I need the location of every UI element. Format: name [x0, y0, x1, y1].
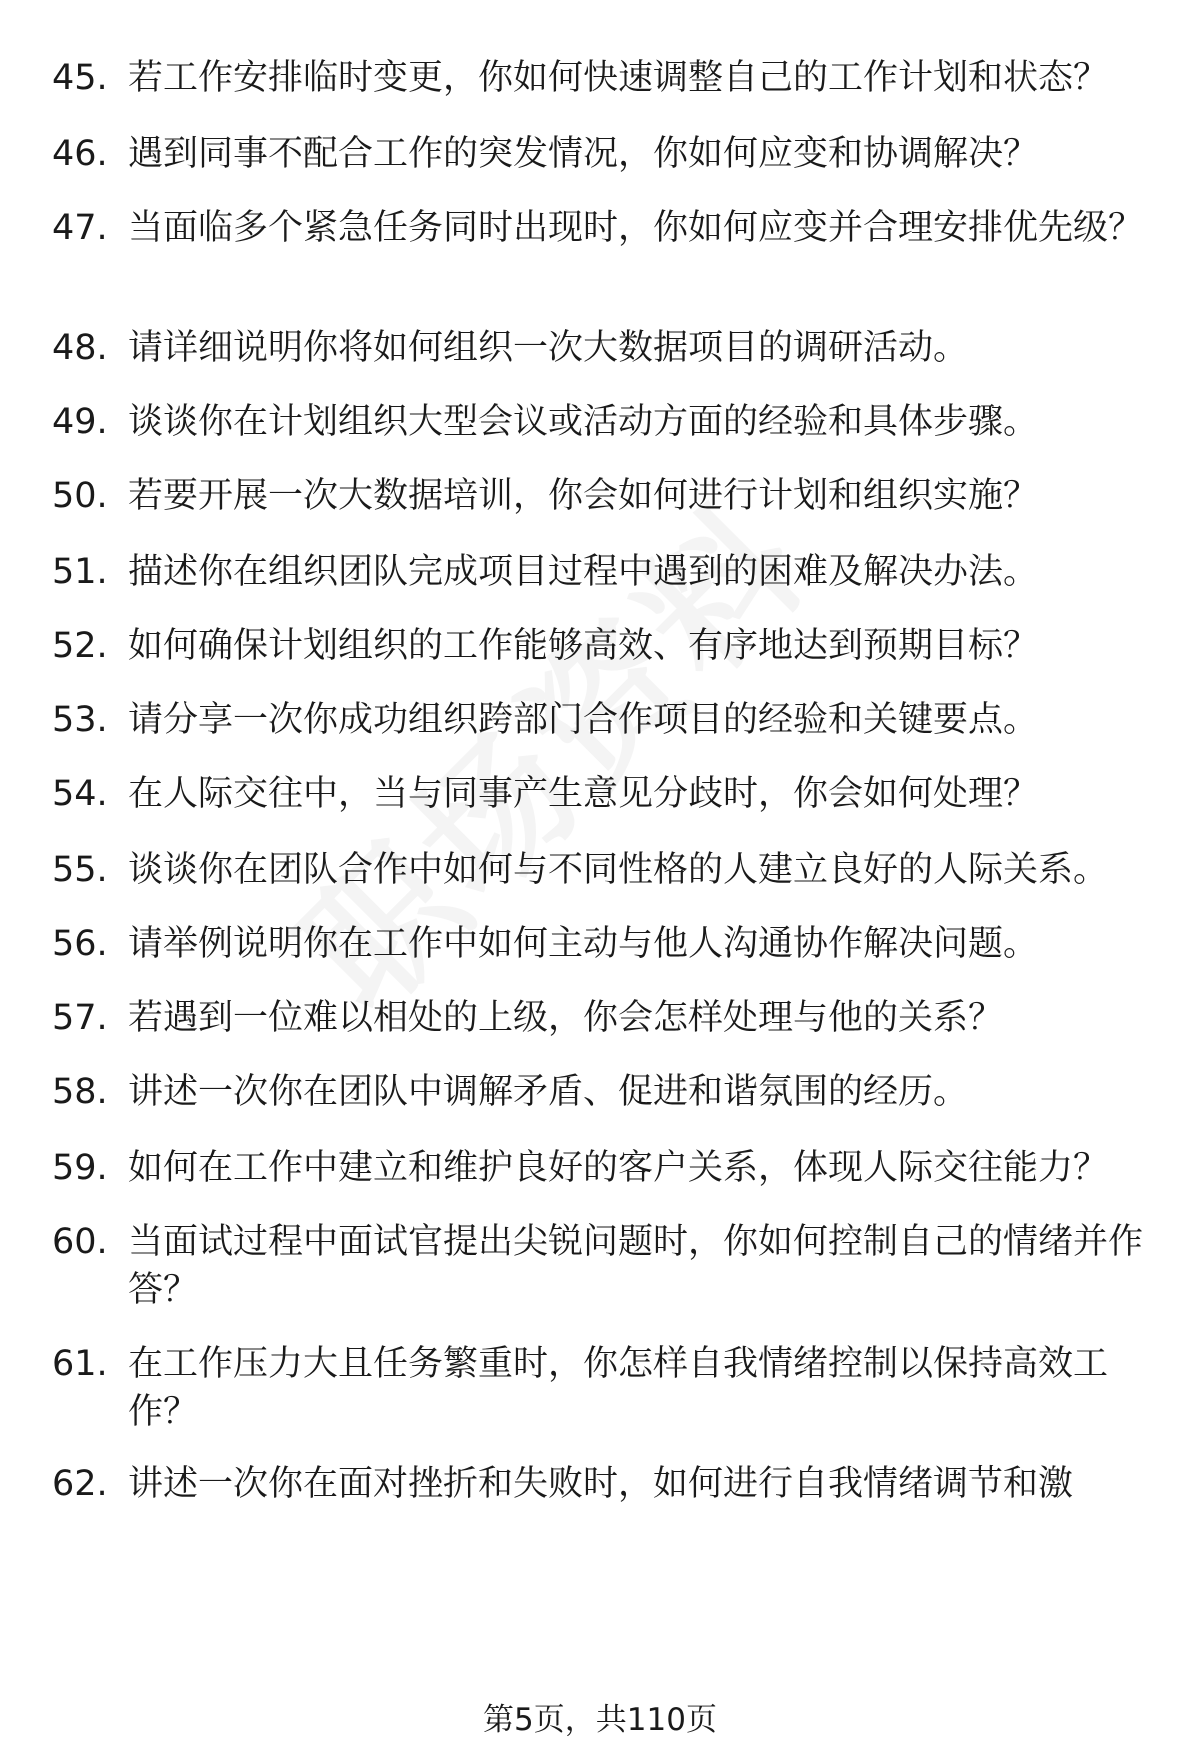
item-text: 谈谈你在计划组织大型会议或活动方面的经验和具体步骤。 — [128, 402, 1039, 442]
list-item — [52, 324, 1162, 372]
list-item — [52, 130, 1162, 178]
item-number: 62. — [52, 1464, 108, 1504]
item-number: 50. — [52, 476, 108, 516]
item-number: 59. — [52, 1148, 108, 1188]
list-item — [52, 770, 1162, 818]
list-item — [52, 472, 1162, 520]
list-item — [52, 1068, 1162, 1116]
list-item — [52, 1460, 1162, 1508]
list-item — [52, 994, 1162, 1042]
item-text: 如何确保计划组织的工作能够高效、有序地达到预期目标？ — [128, 626, 1039, 666]
list-item — [52, 920, 1162, 968]
item-number: 60. — [52, 1222, 108, 1262]
item-number: 57. — [52, 998, 108, 1038]
list-item — [52, 1218, 1162, 1314]
item-number: 52. — [52, 626, 108, 666]
item-number: 51. — [52, 552, 108, 592]
item-number: 58. — [52, 1072, 108, 1112]
item-text: 若遇到一位难以相处的上级，你会怎样处理与他的关系？ — [128, 998, 1004, 1038]
list-item — [52, 398, 1162, 446]
item-text: 遇到同事不配合工作的突发情况，你如何应变和协调解决？ — [128, 134, 1039, 174]
item-text: 当面临多个紧急任务同时出现时，你如何应变并合理安排优先级？ — [128, 208, 1144, 248]
list-item — [52, 846, 1162, 894]
page-footer: 第5页，共110页 — [483, 1702, 717, 1738]
list-item — [52, 204, 1162, 252]
item-text: 当面试过程中面试官提出尖锐问题时，你如何控制自己的情绪并作答？ — [128, 1222, 1144, 1310]
item-text: 请分享一次你成功组织跨部门合作项目的经验和关键要点。 — [128, 700, 1039, 740]
list-item — [52, 1144, 1162, 1192]
list-item — [52, 622, 1162, 670]
item-number: 46. — [52, 134, 108, 174]
list-item — [52, 696, 1162, 744]
item-number: 48. — [52, 328, 108, 368]
item-number: 54. — [52, 774, 108, 814]
item-number: 61. — [52, 1344, 108, 1384]
item-number: 53. — [52, 700, 108, 740]
item-text: 在人际交往中，当与同事产生意见分歧时，你会如何处理？ — [128, 774, 1039, 814]
item-number: 56. — [52, 924, 108, 964]
item-text: 若工作安排临时变更，你如何快速调整自己的工作计划和状态？ — [128, 58, 1109, 98]
list-item — [52, 548, 1162, 596]
item-text: 在工作压力大且任务繁重时，你怎样自我情绪控制以保持高效工作？ — [128, 1344, 1109, 1432]
item-number: 45. — [52, 58, 108, 98]
item-text: 讲述一次你在面对挫折和失败时，如何进行自我情绪调节和激 — [128, 1464, 1074, 1504]
item-number: 49. — [52, 402, 108, 442]
item-text: 请举例说明你在工作中如何主动与他人沟通协作解决问题。 — [128, 924, 1039, 964]
item-number: 55. — [52, 850, 108, 890]
list-item — [52, 54, 1162, 102]
item-text: 如何在工作中建立和维护良好的客户关系，体现人际交往能力？ — [128, 1148, 1109, 1188]
item-text: 若要开展一次大数据培训，你会如何进行计划和组织实施？ — [128, 476, 1039, 516]
item-number: 47. — [52, 208, 108, 248]
list-item — [52, 1340, 1162, 1436]
item-text: 请详细说明你将如何组织一次大数据项目的调研活动。 — [128, 328, 969, 368]
item-text: 讲述一次你在团队中调解矛盾、促进和谐氛围的经历。 — [128, 1072, 969, 1112]
item-text: 描述你在组织团队完成项目过程中遇到的困难及解决办法。 — [128, 552, 1039, 592]
item-text: 谈谈你在团队合作中如何与不同性格的人建立良好的人际关系。 — [128, 850, 1109, 890]
